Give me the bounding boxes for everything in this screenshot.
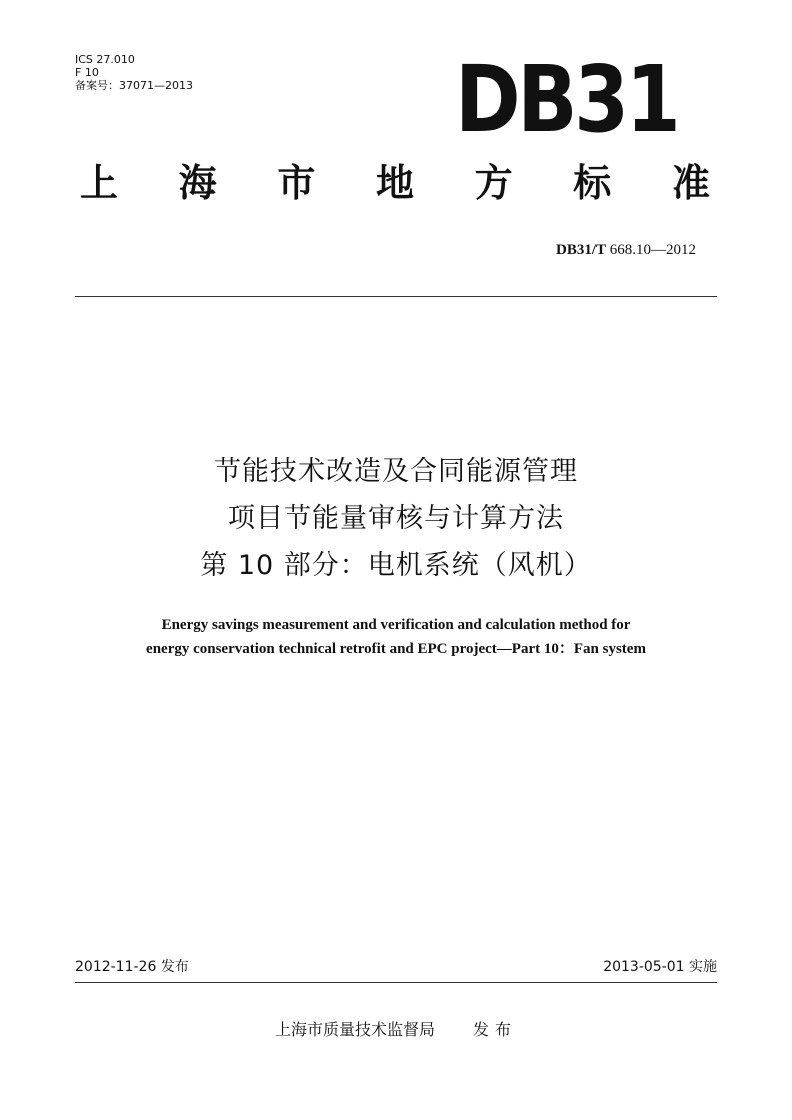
bottom-divider xyxy=(75,982,717,983)
chinese-title xyxy=(60,448,732,589)
standard-number-prefix: DB31/T xyxy=(555,242,606,258)
english-title xyxy=(60,613,732,661)
standard-title-char: 地 xyxy=(375,161,414,205)
standard-title-char: 市 xyxy=(277,161,316,205)
top-divider xyxy=(75,296,717,297)
chinese-title-line: 节能技术改造及合同能源管理 xyxy=(214,456,578,487)
db31-logo: DB31 xyxy=(455,46,678,153)
issuer-action: 发布 xyxy=(473,1020,518,1039)
english-title-line: Energy savings measurement and verification and calculation method for xyxy=(161,617,631,633)
standard-title-char: 准 xyxy=(671,161,710,205)
standard-title-char: 海 xyxy=(178,161,217,205)
implementation-date: 2013-05-01 实施 xyxy=(603,959,717,975)
standard-title-char: 上 xyxy=(80,161,119,205)
standard-title xyxy=(80,160,710,206)
chinese-title-line: 第 10 部分：电机系统（风机） xyxy=(200,550,592,581)
english-title-line: energy conservation technical retrofit and EPC project—Part 10：Fan system xyxy=(146,641,646,657)
issue-date: 2012-11-26 发布 xyxy=(75,959,189,975)
standard-number xyxy=(556,241,696,259)
metadata-block xyxy=(75,53,193,92)
standard-title-char: 方 xyxy=(474,161,513,205)
standard-number-value: 668.10—2012 xyxy=(606,242,696,258)
ics-code: ICS 27.010 xyxy=(75,53,135,66)
standard-title-char: 标 xyxy=(573,161,612,205)
issuer xyxy=(0,1020,792,1040)
issuer-name: 上海市质量技术监督局 xyxy=(274,1020,435,1039)
chinese-title-line: 项目节能量审核与计算方法 xyxy=(228,503,564,534)
ccs-code: F 10 xyxy=(75,66,99,79)
record-number: 备案号：37071—2013 xyxy=(75,79,193,92)
